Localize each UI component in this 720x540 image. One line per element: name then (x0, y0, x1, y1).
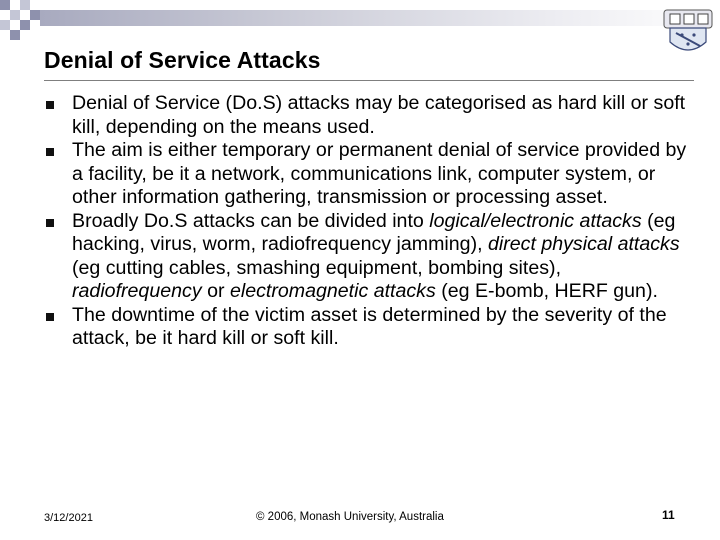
bullet-text: or (201, 280, 230, 302)
bullet-item (42, 139, 692, 210)
university-crest-icon (662, 8, 714, 58)
bullet-emphasis-text: direct physical attacks (487, 233, 680, 255)
bullet-text: The aim is either temporary or permanent denial of service provided by a facility, be it a network, communications link, computer system, or other information gathering, transmission or processing asset. (72, 139, 687, 208)
bullet-item (42, 92, 692, 139)
bullet-text: Denial of Service (Do.S) attacks may be categorised as hard kill or soft kill, depending on the means used. (72, 92, 686, 138)
title-divider (44, 80, 694, 81)
square-bullet-icon (46, 313, 54, 321)
bullet-item (42, 210, 692, 304)
bullet-list (42, 92, 692, 351)
bullet-text: Broadly Do.S attacks can be divided into (72, 209, 430, 232)
bullet-text: (eg hacking, virus, worm, radiofrequency jamming), (72, 209, 676, 255)
square-bullet-icon (46, 101, 54, 109)
slide-title: Denial of Service Attacks (44, 47, 321, 73)
square-bullet-icon (46, 219, 54, 227)
bullet-emphasis-text: radiofrequency (72, 280, 202, 302)
bullet-item (42, 304, 692, 351)
bullet-emphasis-text: electromagnetic attacks (229, 280, 436, 302)
page-number: 11 (662, 508, 675, 522)
bullet-text: The downtime of the victim asset is determined by the severity of the attack, be it hard kill or soft kill. (72, 303, 667, 349)
footer-date: 3/12/2021 (44, 512, 93, 524)
bullet-text: (eg E-bomb, HERF gun). (435, 280, 658, 302)
header-gradient-bar (40, 10, 720, 26)
bullet-text: (eg cutting cables, smashing equipment, bombing sites), (72, 256, 562, 279)
bullet-emphasis-text: logical/electronic attacks (429, 209, 642, 232)
square-bullet-icon (46, 148, 54, 156)
footer-copyright: © 2006, Monash University, Australia (256, 511, 444, 523)
